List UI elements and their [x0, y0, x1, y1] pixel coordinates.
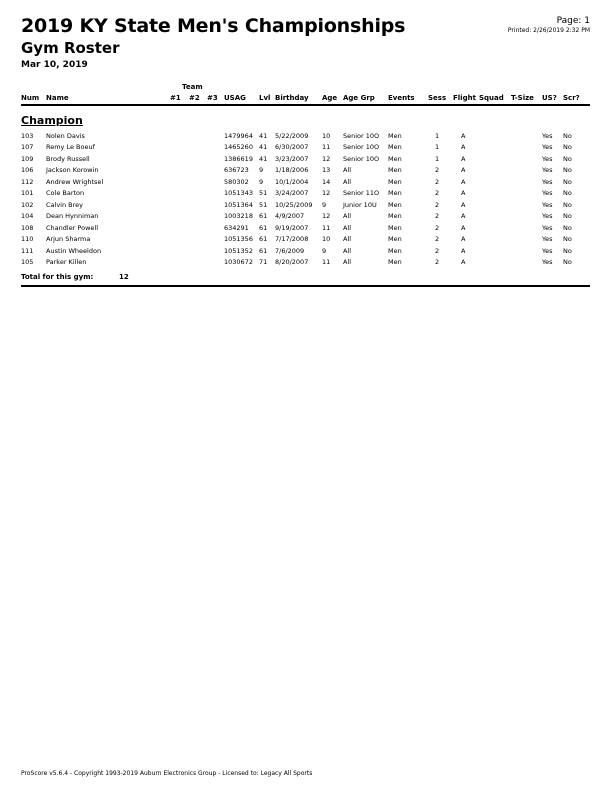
- cell-lvl: 61: [259, 212, 268, 221]
- cell-name: Jackson Korowin: [46, 166, 99, 175]
- cell-name: Nolen Davis: [46, 132, 85, 140]
- cell-num: 105: [21, 257, 34, 266]
- cell-usag: 634291: [224, 223, 249, 232]
- cell-num: 107: [21, 143, 34, 152]
- cell-age-grp: Senior 10O: [343, 143, 380, 152]
- printed-timestamp: Printed: 2/26/2019 2:32 PM: [507, 27, 590, 34]
- cell-name: Calvin Brey: [46, 200, 84, 209]
- cell-sess: 1: [435, 143, 440, 152]
- cell-lvl: 71: [259, 257, 268, 266]
- cell-events: Men: [388, 166, 402, 175]
- cell-sess: 2: [435, 177, 440, 186]
- cell-lvl: 61: [259, 235, 268, 244]
- cell-num: 101: [21, 189, 34, 198]
- cell-us: Yes: [542, 132, 553, 140]
- cell-birthday: 7/6/2009: [275, 246, 305, 255]
- cell-name: Parker Killen: [46, 257, 87, 266]
- cell-lvl: 61: [259, 246, 268, 255]
- cell-name: Austin Wheeldon: [46, 246, 102, 255]
- cell-lvl: 51: [259, 200, 268, 209]
- cell-num: 111: [21, 246, 34, 255]
- cell-name: Cole Barton: [46, 189, 85, 198]
- cell-sess: 2: [435, 235, 440, 244]
- cell-num: 102: [21, 200, 34, 209]
- cell-birthday: 4/9/2007: [275, 212, 305, 221]
- cell-birthday: 8/20/2007: [275, 257, 309, 266]
- cell-flight: A: [461, 223, 466, 232]
- cell-age-grp: All: [343, 246, 352, 255]
- cell-events: Men: [388, 212, 402, 221]
- table-row: [0, 212, 612, 223]
- cell-num: 108: [21, 223, 34, 232]
- header-squad: Squad: [479, 94, 504, 102]
- cell-lvl: 61: [259, 223, 268, 232]
- cell-usag: 1479964: [224, 132, 253, 140]
- cell-name: Arjun Sharma: [46, 235, 91, 244]
- cell-birthday: 10/1/2004: [275, 177, 309, 186]
- cell-usag: 580302: [224, 177, 249, 186]
- header-us: US?: [542, 94, 557, 102]
- cell-age: 9: [322, 246, 327, 255]
- cell-age: 11: [322, 257, 331, 266]
- cell-events: Men: [388, 235, 402, 244]
- cell-us: Yes: [542, 177, 553, 186]
- cell-us: Yes: [542, 246, 553, 255]
- cell-sess: 2: [435, 212, 440, 221]
- cell-flight: A: [461, 143, 466, 152]
- table-row: [0, 143, 612, 154]
- cell-us: Yes: [542, 143, 553, 152]
- cell-num: 104: [21, 212, 34, 221]
- header-age: Age: [322, 94, 338, 102]
- cell-scr: No: [563, 235, 572, 244]
- table-row: [0, 224, 612, 235]
- cell-age: 14: [322, 177, 331, 186]
- cell-sess: 2: [435, 189, 440, 198]
- table-row: [0, 178, 612, 189]
- table-row: [0, 189, 612, 200]
- header-team-1: #1: [170, 94, 181, 102]
- cell-flight: A: [461, 235, 466, 244]
- cell-scr: No: [563, 200, 572, 209]
- table-row: [0, 132, 612, 143]
- cell-age-grp: All: [343, 223, 352, 232]
- cell-num: 110: [21, 235, 34, 244]
- cell-birthday: 6/30/2007: [275, 143, 309, 152]
- table-row: [0, 235, 612, 246]
- cell-scr: No: [563, 177, 572, 186]
- cell-scr: No: [563, 166, 572, 175]
- cell-events: Men: [388, 154, 402, 163]
- header-sess: Sess: [428, 94, 447, 102]
- cell-us: Yes: [542, 257, 553, 266]
- cell-age-grp: All: [343, 212, 352, 221]
- cell-usag: 1465260: [224, 143, 253, 152]
- cell-num: 109: [21, 154, 34, 163]
- cell-birthday: 7/17/2008: [275, 235, 309, 244]
- cell-birthday: 3/23/2007: [275, 154, 309, 163]
- table-row: [0, 155, 612, 166]
- cell-scr: No: [563, 189, 572, 198]
- cell-usag: 1030672: [224, 257, 253, 266]
- header-birthday: Birthday: [275, 94, 309, 102]
- cell-flight: A: [461, 154, 466, 163]
- header-events: Events: [388, 94, 415, 102]
- cell-events: Men: [388, 189, 402, 198]
- cell-usag: 1051364: [224, 200, 253, 209]
- cell-lvl: 41: [259, 132, 268, 140]
- cell-scr: No: [563, 223, 572, 232]
- page-number: Page: 1: [556, 16, 590, 26]
- cell-flight: A: [461, 166, 466, 175]
- cell-us: Yes: [542, 212, 553, 221]
- cell-lvl: 9: [259, 177, 264, 186]
- header-usag: USAG: [224, 94, 246, 102]
- cell-age: 11: [322, 223, 331, 232]
- cell-age: 13: [322, 166, 331, 175]
- cell-name: Chandler Powell: [46, 223, 99, 232]
- cell-usag: 1003218: [224, 212, 253, 221]
- cell-birthday: 10/25/2009: [275, 200, 313, 209]
- cell-flight: A: [461, 189, 466, 198]
- meet-date: Mar 10, 2019: [21, 60, 88, 70]
- cell-name: Andrew Wrightsel: [46, 177, 104, 186]
- cell-age-grp: Senior 10O: [343, 154, 380, 163]
- cell-birthday: 9/19/2007: [275, 223, 309, 232]
- report-subtitle: Gym Roster: [21, 39, 120, 57]
- cell-events: Men: [388, 132, 402, 140]
- cell-usag: 1051356: [224, 235, 253, 244]
- cell-events: Men: [388, 143, 402, 152]
- cell-us: Yes: [542, 200, 553, 209]
- cell-flight: A: [461, 177, 466, 186]
- cell-events: Men: [388, 177, 402, 186]
- report-title: 2019 KY State Men's Championships: [21, 15, 406, 37]
- cell-scr: No: [563, 246, 572, 255]
- cell-flight: A: [461, 257, 466, 266]
- table-row: [0, 247, 612, 258]
- cell-events: Men: [388, 223, 402, 232]
- header-flight: Flight: [453, 94, 476, 102]
- cell-scr: No: [563, 132, 572, 140]
- cell-flight: A: [461, 132, 466, 140]
- cell-age: 12: [322, 154, 331, 163]
- cell-scr: No: [563, 143, 572, 152]
- cell-scr: No: [563, 257, 572, 266]
- cell-age-grp: Junior 10U: [343, 200, 377, 209]
- cell-age-grp: Senior 11O: [343, 189, 380, 198]
- header-num: Num: [21, 94, 40, 102]
- cell-sess: 2: [435, 166, 440, 175]
- cell-name: Remy Le Boeuf: [46, 143, 95, 152]
- cell-scr: No: [563, 154, 572, 163]
- cell-lvl: 9: [259, 166, 264, 175]
- header-divider: [21, 104, 590, 106]
- header-name: Name: [46, 94, 69, 102]
- cell-lvl: 41: [259, 154, 268, 163]
- header-tsize: T-Size: [511, 94, 534, 102]
- table-row: [0, 166, 612, 177]
- cell-age: 9: [322, 200, 327, 209]
- cell-flight: A: [461, 246, 466, 255]
- cell-usag: 1386619: [224, 154, 253, 163]
- header-age-grp: Age Grp: [343, 94, 375, 102]
- cell-events: Men: [388, 246, 402, 255]
- cell-age-grp: Senior 10O: [343, 132, 380, 140]
- cell-flight: A: [461, 200, 466, 209]
- cell-us: Yes: [542, 154, 553, 163]
- table-row: [0, 201, 612, 212]
- cell-sess: 1: [435, 154, 440, 163]
- cell-events: Men: [388, 200, 402, 209]
- cell-sess: 2: [435, 200, 440, 209]
- header-lvl: Lvl: [259, 94, 271, 102]
- cell-sess: 2: [435, 257, 440, 266]
- cell-flight: A: [461, 212, 466, 221]
- cell-us: Yes: [542, 235, 553, 244]
- cell-events: Men: [388, 257, 402, 266]
- cell-num: 103: [21, 132, 34, 140]
- cell-us: Yes: [542, 166, 553, 175]
- cell-scr: No: [563, 212, 572, 221]
- gym-name: Champion: [21, 114, 83, 127]
- cell-birthday: 1/18/2006: [275, 166, 309, 175]
- cell-age: 12: [322, 189, 331, 198]
- cell-birthday: 3/24/2007: [275, 189, 309, 198]
- header-scr: Scr?: [563, 94, 580, 102]
- total-label: Total for this gym:: [21, 273, 94, 282]
- cell-num: 106: [21, 166, 34, 175]
- cell-age: 10: [322, 132, 331, 140]
- cell-usag: 636723: [224, 166, 249, 175]
- header-team-2: #2: [189, 94, 200, 102]
- cell-name: Dean Hynniman: [46, 212, 99, 221]
- cell-age-grp: All: [343, 257, 352, 266]
- table-row: [0, 258, 612, 269]
- cell-age: 12: [322, 212, 331, 221]
- cell-sess: 2: [435, 246, 440, 255]
- cell-sess: 1: [435, 132, 440, 140]
- cell-usag: 1051343: [224, 189, 253, 198]
- cell-age: 10: [322, 235, 331, 244]
- cell-birthday: 5/22/2009: [275, 132, 309, 140]
- header-team-group: Team: [182, 83, 203, 91]
- header-team-3: #3: [207, 94, 218, 102]
- total-divider: [21, 285, 590, 287]
- cell-us: Yes: [542, 189, 553, 198]
- total-value: 12: [119, 273, 129, 282]
- footer-copyright: ProScore v5.6.4 - Copyright 1993-2019 Auburn Electronics Group - Licensed to: Legacy All Sports: [21, 770, 313, 777]
- cell-usag: 1051352: [224, 246, 253, 255]
- cell-lvl: 41: [259, 143, 268, 152]
- cell-lvl: 51: [259, 189, 268, 198]
- cell-us: Yes: [542, 223, 553, 232]
- cell-age: 11: [322, 143, 331, 152]
- cell-sess: 2: [435, 223, 440, 232]
- cell-age-grp: All: [343, 235, 352, 244]
- cell-age-grp: All: [343, 166, 352, 175]
- cell-age-grp: All: [343, 177, 352, 186]
- cell-num: 112: [21, 177, 34, 186]
- cell-name: Brody Russell: [46, 154, 90, 163]
